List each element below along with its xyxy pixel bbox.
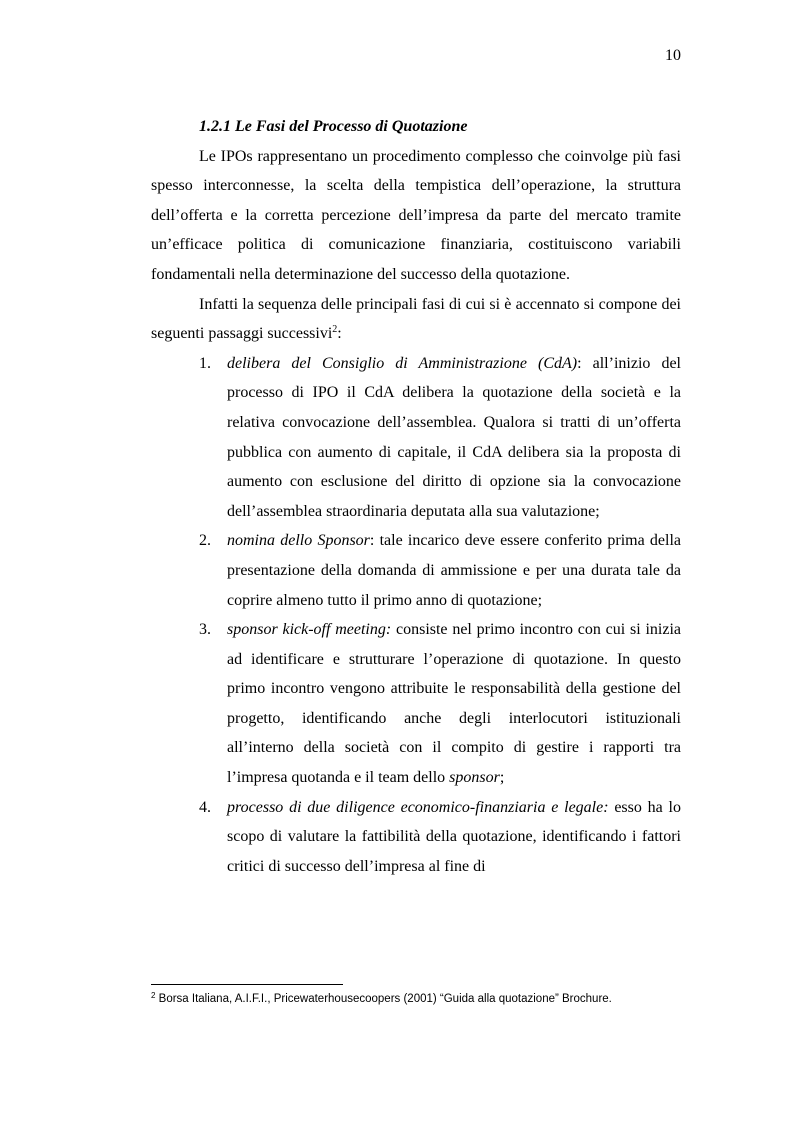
list-item-title: nomina dello Sponsor [227, 532, 370, 550]
footnote-text: Borsa Italiana, A.I.F.I., Pricewaterhousecoopers (2001) “Guida alla quotazione” Brochure. [155, 993, 612, 1005]
list-item-text: consiste nel primo incontro con cui si inizia ad identificare e strutturare l’operazione di quotazione. In questo primo incontro vengono attribuite le responsabilità della gestione del progetto, identificando anche degli interlocutori istituzionali all’interno della società con il compito di gestire i rapporti tra l’impresa quotanda e il team dello [227, 621, 681, 787]
list-item-emphasis: sponsor [449, 769, 500, 787]
list-item [151, 615, 681, 793]
sequence-colon: : [337, 325, 342, 343]
page-number: 10 [665, 47, 681, 64]
list-item-tail: ; [499, 769, 505, 787]
list-item-text: : all’inizio del processo di IPO il CdA delibera la quotazione della società e la relativa convocazione dell’assemblea. Qualora si tratti di un’offerta pubblica con aumento di capitale, il CdA delibera sia la proposta di aumento con esclusione del diritto di opzione sia la convocazione dell’assemblea straordinaria deputata alla sua valutazione; [227, 354, 681, 520]
list-item-title: processo di due diligence economico-finanziaria e legale: [227, 798, 609, 816]
sequence-text: Infatti la sequenza delle principali fasi di cui si è accennato si compone dei seguenti passaggi successivi [151, 295, 681, 343]
footnote-separator [151, 984, 343, 985]
list-item-title: sponsor kick-off meeting: [227, 621, 392, 639]
list-item [151, 526, 681, 615]
footnote-marker: 2 [151, 991, 156, 1000]
list-item-number: 2. [199, 532, 211, 550]
sequence-paragraph [151, 290, 681, 349]
list-item-number: 1. [199, 354, 211, 372]
section-heading: 1.2.1 Le Fasi del Processo di Quotazione [199, 118, 468, 135]
list-item-number: 3. [199, 621, 211, 639]
list-item-number: 4. [199, 798, 211, 816]
footnote [151, 991, 691, 1007]
page-body [151, 112, 681, 881]
steps-list [151, 349, 681, 882]
footnote-reference[interactable]: 2 [332, 324, 338, 336]
list-item-text: esso ha lo scopo di valutare la fattibilità della quotazione, identificando i fattori critici di successo dell’impresa al fine di [227, 798, 681, 875]
list-item [151, 793, 681, 882]
list-item-text: : tale incarico deve essere conferito prima della presentazione della domanda di ammissione e per una durata tale da coprire almeno tutto il primo anno di quotazione; [227, 532, 682, 609]
intro-paragraph: Le IPOs rappresentano un procedimento complesso che coinvolge più fasi spesso interconnesse, la scelta della tempistica dell’operazione, la struttura dell’offerta e la corretta percezione dell’impresa da parte del mercato tramite un’efficace politica di comunicazione finanziaria, costituiscono variabili fondamentali nella determinazione del successo della quotazione. [151, 147, 681, 283]
list-item [151, 349, 681, 527]
list-item-title: delibera del Consiglio di Amministrazione (CdA) [227, 354, 578, 372]
